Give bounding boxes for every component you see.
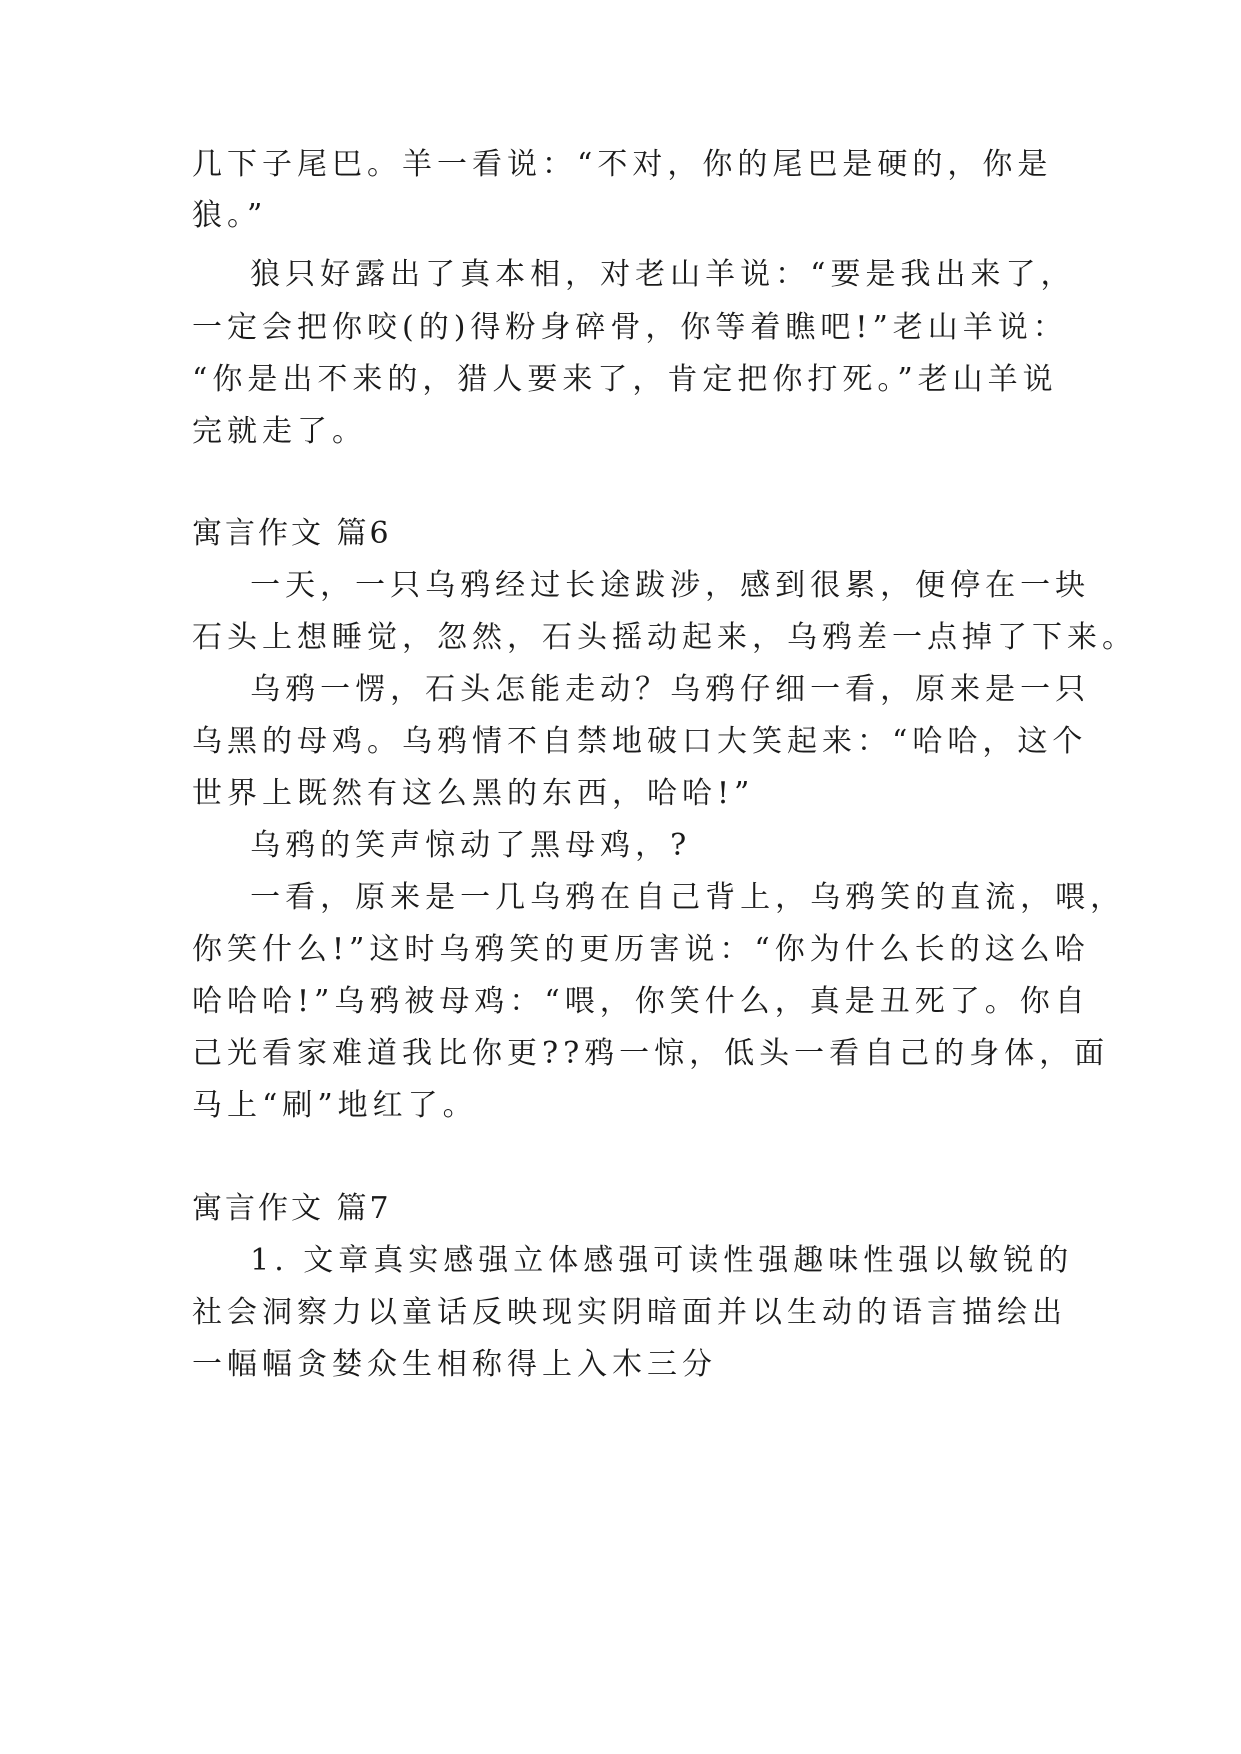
paragraph-wolf-reveal-line-1: 狼只好露出了真本相，对老山羊说：“要是我出来了， (192, 257, 1076, 292)
paragraph-crow-line-4: 乌黑的母鸡。乌鸦情不自禁地破口大笑起来：“哈哈，这个 (192, 724, 1088, 759)
paragraph-crow-line-6: 乌鸦的笑声惊动了黑母鸡，? (192, 828, 692, 863)
paragraph-wolf-reveal-line-3: “你是出不来的，猎人要来了，肯定把你打死。”老山羊说 (192, 362, 1058, 397)
paragraph-review-line-3: 一幅幅贪婪众生相称得上入木三分 (192, 1347, 717, 1382)
paragraph-wolf-line-1: 几下子尾巴。羊一看说：“不对，你的尾巴是硬的，你是 (192, 147, 1053, 182)
paragraph-crow-line-9: 哈哈哈!”乌鸦被母鸡：“喂，你笑什么，真是丑死了。你自 (192, 984, 1090, 1019)
paragraph-crow-line-1: 一天，一只乌鸦经过长途跋涉，感到很累，便停在一块 (192, 568, 1091, 603)
paragraph-wolf-reveal-line-2: 一定会把你咬(的)得粉身碎骨，你等着瞧吧!”老山羊说： (192, 310, 1068, 345)
paragraph-crow-line-2: 石头上想睡觉，忽然，石头摇动起来，乌鸦差一点掉了下来。 (192, 620, 1137, 655)
section-heading-6: 寓言作文 篇6 (192, 516, 392, 551)
paragraph-review-line-2: 社会洞察力以童话反映现实阴暗面并以生动的语言描绘出 (192, 1295, 1067, 1330)
paragraph-crow-line-7: 一看，原来是一几乌鸦在自己背上，乌鸦笑的直流，喂， (192, 880, 1126, 915)
paragraph-crow-line-11: 马上“刷”地红了。 (192, 1088, 478, 1123)
section-heading-7: 寓言作文 篇7 (192, 1191, 392, 1226)
paragraph-wolf-reveal-line-4: 完就走了。 (192, 414, 367, 449)
paragraph-crow-line-3: 乌鸦一愣，石头怎能走动？乌鸦仔细一看，原来是一只 (192, 672, 1091, 707)
paragraph-review-line-1: 1. 文章真实感强立体感强可读性强趣味性强以敏锐的 (192, 1243, 1074, 1278)
paragraph-crow-line-5: 世界上既然有这么黑的东西，哈哈!” (192, 776, 755, 811)
paragraph-crow-line-8: 你笑什么!”这时乌鸦笑的更历害说：“你为什么长的这么哈 (192, 932, 1090, 967)
paragraph-wolf-line-2: 狼。” (192, 198, 268, 233)
paragraph-crow-line-10: 己光看家难道我比你更??鸦一惊，低头一看自己的身体，面 (192, 1036, 1110, 1071)
